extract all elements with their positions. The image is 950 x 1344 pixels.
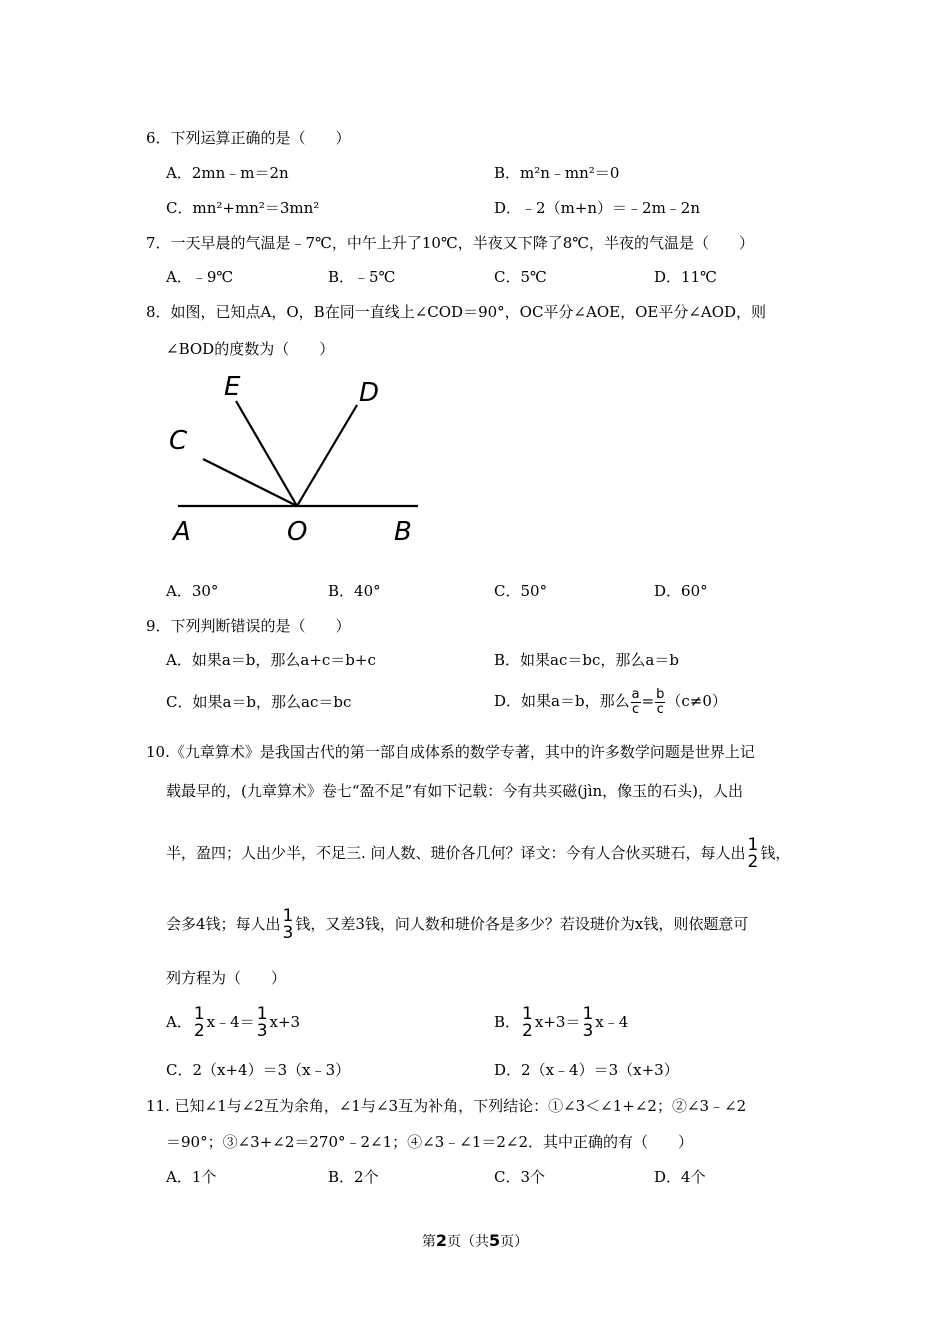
fraction-one-half: 1 2 xyxy=(193,1004,205,1041)
fraction-one-half: 1 2 xyxy=(522,1004,533,1041)
q10-line3-end: 钱， xyxy=(760,844,791,862)
q11-line1: 11. 已知∠1与∠2互为余角，∠1与∠3互为补角，下列结论：①∠3＜∠1+∠2；②∠3﹣∠2 xyxy=(146,1097,747,1115)
q6-option-d: D．﹣2（m+n）＝﹣2m﹣2n xyxy=(494,199,700,217)
q11-option-c: C．3个 xyxy=(494,1168,546,1186)
q11-option-a: A．1个 xyxy=(166,1168,217,1186)
q10-option-a: A． 1 2 x﹣4＝ 1 3 x+3 xyxy=(166,1004,301,1041)
q10-line4 xyxy=(166,904,748,944)
ray-od xyxy=(297,405,357,506)
q11-option-d: D．4个 xyxy=(654,1168,706,1186)
q9-stem: 9．下列判断错误的是（ ） xyxy=(146,617,351,635)
q8-option-b: B．40° xyxy=(328,582,381,600)
angle-figure xyxy=(160,365,430,550)
current-page-number: 2 xyxy=(435,1231,447,1250)
fraction-one-third: 1 3 xyxy=(582,1004,594,1041)
q6-option-a: A．2mn﹣m＝2n xyxy=(166,164,289,182)
q6-option-b: B．m²n﹣mn²＝0 xyxy=(494,164,620,182)
q9-option-b: B．如果ac＝bc，那么a＝b xyxy=(494,651,679,669)
q10-option-b: B． 1 2 x+3＝ 1 3 x﹣4 xyxy=(494,1004,629,1041)
q9-d-suffix: （c≠0） xyxy=(666,692,727,710)
label-d: D xyxy=(359,378,380,408)
q8-stem-line2: ∠BOD的度数为（ ） xyxy=(166,340,335,358)
q8-option-d: D．60° xyxy=(654,582,708,600)
q10-line3 xyxy=(166,833,790,873)
q10-line2: 载最早的，(九章算术》卷七“盈不足”有如下记载：今有共买磁(jìn，像玉的石头)，人出 xyxy=(166,782,744,800)
q8-stem-line1: 8．如图，已知点A，O，B在同一直线上∠COD＝90°，OC平分∠AOE，OE平分∠AOD，则 xyxy=(146,303,767,321)
label-o: O xyxy=(287,517,308,547)
q6-stem: 6．下列运算正确的是（ ） xyxy=(146,129,351,147)
q8-option-a: A．30° xyxy=(166,582,219,600)
q7-stem: 7．一天早晨的气温是﹣7℃，中午上升了10℃，半夜又下降了8℃，半夜的气温是（ ） xyxy=(146,234,755,252)
q10-line4-start: 会多4钱；每人出 xyxy=(166,915,281,933)
q10-line3-text: 半，盈四；人出少半，不足三. 问人数、琎价各几何？译文：今有人合伙买琎石，每人出 xyxy=(166,844,746,862)
label-e: E xyxy=(224,372,241,402)
q6-option-c: C．mn²+mn²＝3mn² xyxy=(166,199,320,217)
q9-d-equals: = xyxy=(641,692,655,710)
q10-line5: 列方程为（ ） xyxy=(166,969,287,987)
q7-option-b: B．﹣5℃ xyxy=(328,268,396,286)
q11-line2: ＝90°；③∠3+∠2＝270°﹣2∠1；④∠3﹣∠1＝2∠2．其中正确的有（ ） xyxy=(166,1133,694,1151)
label-b: B xyxy=(394,517,412,547)
fraction-one-half: 1 2 xyxy=(747,835,759,872)
fraction-a-over-c: $\frac{a}{c}$ xyxy=(631,686,640,717)
q11-option-b: B．2个 xyxy=(328,1168,379,1186)
fraction-one-third: 1 3 xyxy=(256,1004,268,1041)
label-c: C xyxy=(169,426,188,456)
fraction-b-over-c: $\frac{b}{c}$ xyxy=(656,686,665,717)
q9-option-a: A．如果a＝b，那么a+c＝b+c xyxy=(166,651,376,669)
q10-line4-text: 钱，又差3钱，问人数和琎价各是多少？若设琎价为x钱，则依题意可 xyxy=(295,915,749,933)
q9-option-c: C．如果a＝b，那么ac＝bc xyxy=(166,693,352,711)
q9-d-prefix: D．如果a＝b，那么 xyxy=(494,692,630,710)
q7-option-c: C．5℃ xyxy=(494,268,547,286)
total-page-count: 5 xyxy=(489,1231,501,1250)
q10-line1: 10.《九章算术》是我国古代的第一部自成体系的数学专著，其中的许多数学问题是世界上记 xyxy=(146,743,755,761)
q7-option-d: D．11℃ xyxy=(654,268,717,286)
q10-option-d: D．2（x﹣4）＝3（x+3） xyxy=(494,1061,679,1079)
fraction-one-third: 1 3 xyxy=(282,906,294,943)
q9-option-d xyxy=(494,683,727,719)
q10-option-c: C．2（x+4）＝3（x﹣3） xyxy=(166,1061,351,1079)
label-a: A xyxy=(173,517,191,547)
page-footer: 第2页（共5页） xyxy=(421,1231,529,1250)
q7-option-a: A．﹣9℃ xyxy=(166,268,234,286)
q8-option-c: C．50° xyxy=(494,582,548,600)
